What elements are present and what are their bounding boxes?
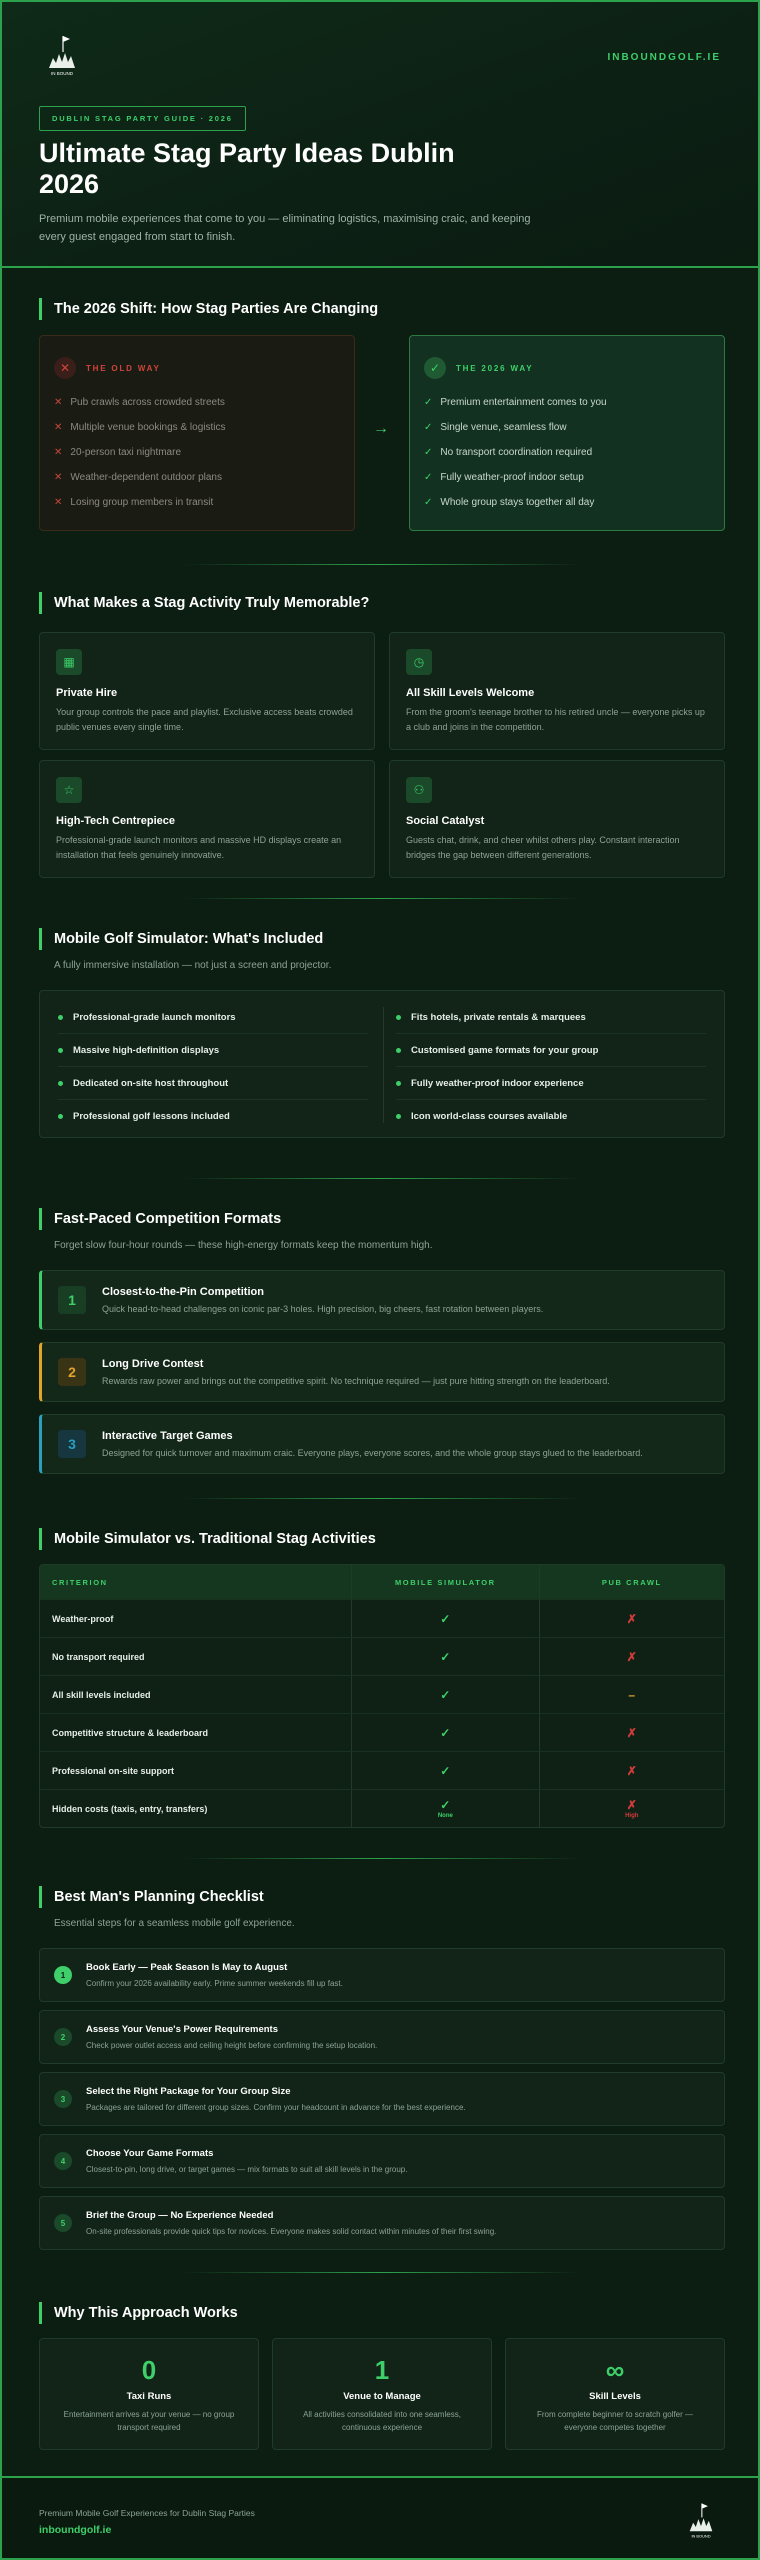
section-title: Why This Approach Works [39, 2302, 725, 2324]
bullet-icon [58, 1081, 63, 1086]
format-card [39, 1270, 725, 1330]
simulator-cell [351, 1676, 538, 1713]
check-icon: ✓ [424, 447, 433, 458]
simulator-cell [351, 1638, 538, 1675]
table-row [40, 1599, 724, 1637]
check-icon: ✓ [440, 1798, 451, 1812]
footer-tagline: Premium Mobile Golf Experiences for Dublin Stag Parties [39, 2508, 255, 2518]
check-icon: ✓ [424, 472, 433, 483]
new-way-label: THE 2026 WAY [456, 363, 534, 373]
formats-section [39, 1208, 725, 1488]
step-desc: On-site professionals provide quick tips for novices. Everyone makes solid contact within minutes of their first swing. [86, 2227, 497, 2236]
table-row [40, 1675, 724, 1713]
footer-logo[interactable] [681, 2500, 721, 2540]
check-icon: ✓ [440, 1687, 451, 1702]
pub-crawl-cell [539, 1752, 724, 1789]
x-icon: ✗ [626, 1798, 637, 1812]
header-simulator: MOBILE SIMULATOR [351, 1565, 538, 1599]
section-subtitle: A fully immersive installation — not just a screen and projector. [54, 960, 332, 971]
check-icon: ✓ [424, 497, 433, 508]
format-card [39, 1342, 725, 1402]
format-card [39, 1414, 725, 1474]
list-item-text: Weather-dependent outdoor plans [70, 472, 222, 483]
section-title: Fast-Paced Competition Formats [39, 1208, 725, 1230]
list-item-text: Customised game formats for your group [411, 1044, 599, 1056]
list-item [424, 415, 710, 440]
pub-crawl-cell [539, 1600, 724, 1637]
footer-link[interactable]: inboundgolf.ie [39, 2524, 112, 2536]
x-icon: ✗ [626, 1725, 637, 1740]
guide-kicker-badge: DUBLIN STAG PARTY GUIDE · 2026 [39, 106, 246, 131]
stat-desc: All activities consolidated into one seamless, continuous experience [303, 2410, 461, 2432]
x-icon: ✗ [626, 1611, 637, 1626]
stat-value: ∞ [605, 2355, 625, 2385]
logo[interactable] [39, 32, 85, 78]
step-desc: Closest-to-pin, long drive, or target games — mix formats to suit all skill levels in the group. [86, 2165, 408, 2174]
divider [182, 2272, 582, 2273]
old-way-label: THE OLD WAY [86, 363, 161, 373]
feature-title: Private Hire [56, 687, 118, 699]
table-header [40, 1565, 724, 1599]
stat-card [505, 2338, 725, 2450]
check-icon: ✓ [440, 1611, 451, 1626]
checklist-item [39, 1948, 725, 2002]
list-item-text: 20-person taxi nightmare [70, 447, 182, 458]
criterion-cell: Competitive structure & leaderboard [52, 1727, 209, 1738]
criterion-cell: Professional on-site support [52, 1765, 175, 1776]
memorable-section [39, 592, 725, 882]
list-item [396, 1034, 706, 1067]
list-item-text: Pub crawls across crowded streets [70, 397, 225, 408]
star-icon: ☆ [56, 777, 82, 803]
list-item [396, 1001, 706, 1034]
step-title: Select the Right Package for Your Group Size [86, 2086, 291, 2097]
check-icon: ✓ [440, 1649, 451, 1664]
checklist-item [39, 2010, 725, 2064]
criterion-cell: All skill levels included [52, 1689, 151, 1700]
criterion-cell: Weather-proof [52, 1613, 114, 1624]
stat-value: 0 [141, 2355, 157, 2385]
list-item-text: Fully weather-proof indoor experience [411, 1077, 584, 1089]
stat-card [39, 2338, 259, 2450]
checklist-section [39, 1886, 725, 2266]
pub-crawl-cell [539, 1714, 724, 1751]
table-row [40, 1637, 724, 1675]
list-item [396, 1100, 706, 1133]
step-title: Choose Your Game Formats [86, 2148, 214, 2159]
list-item [424, 465, 710, 490]
bullet-icon [396, 1015, 401, 1020]
list-item [58, 1034, 368, 1067]
header-pub-crawl: PUB CRAWL [539, 1565, 724, 1599]
list-item-text: Losing group members in transit [70, 497, 214, 508]
section-title: Best Man's Planning Checklist [39, 1886, 725, 1908]
intro-text: Premium mobile experiences that come to you — eliminating logistics, maximising craic, and keeping every guest engaged from start to finish. [39, 213, 531, 243]
site-link[interactable]: INBOUNDGOLF.IE [607, 52, 721, 63]
list-item-text: Icon world-class courses available [411, 1111, 568, 1122]
step-title: Assess Your Venue's Power Requirements [86, 2024, 278, 2035]
logo-text: IN BOUND [50, 71, 74, 76]
section-title: The 2026 Shift: How Stag Parties Are Changing [39, 298, 725, 320]
new-way-card [409, 335, 725, 531]
format-desc: Designed for quick turnover and maximum craic. Everyone plays, everyone scores, and the whole group stays glued to the leaderboard. [102, 1448, 643, 1458]
shift-section [39, 298, 725, 568]
list-item [58, 1067, 368, 1100]
format-number: 2 [58, 1358, 86, 1386]
x-icon: ✕ [54, 422, 63, 433]
cell-note: High [625, 1813, 639, 1819]
pub-crawl-cell [539, 1790, 724, 1827]
bullet-icon [396, 1114, 401, 1119]
x-icon: ✕ [54, 497, 63, 508]
list-item-text: No transport coordination required [440, 447, 593, 458]
list-item [424, 490, 710, 515]
users-icon: ⚇ [406, 777, 432, 803]
checklist-item [39, 2134, 725, 2188]
stat-label: Venue to Manage [343, 2391, 421, 2402]
list-item [396, 1067, 706, 1100]
bullet-icon [58, 1114, 63, 1119]
section-title: Mobile Golf Simulator: What's Included [39, 928, 725, 950]
divider [182, 1178, 582, 1179]
logo-text: IN BOUND [691, 2533, 711, 2539]
list-item [58, 1001, 368, 1034]
format-number: 3 [58, 1430, 86, 1458]
footer [2, 2476, 758, 2560]
section-title: Mobile Simulator vs. Traditional Stag Activities [39, 1528, 725, 1550]
simulator-cell [351, 1714, 538, 1751]
format-desc: Quick head-to-head challenges on iconic par-3 holes. High precision, big cheers, fast rotation between players. [102, 1304, 544, 1314]
list-item [54, 390, 340, 415]
step-number: 5 [54, 2214, 72, 2232]
format-desc: Rewards raw power and brings out the competitive spirit. No technique required — just pure hitting strength on the leaderboard. [102, 1376, 610, 1386]
section-title: What Makes a Stag Activity Truly Memorable? [39, 592, 725, 614]
list-item [424, 440, 710, 465]
step-desc: Packages are tailored for different group sizes. Confirm your headcount in advance for the best experience. [86, 2103, 466, 2112]
x-icon: ✕ [54, 472, 63, 483]
criterion-cell: Hidden costs (taxis, entry, transfers) [52, 1803, 208, 1814]
stat-desc: Entertainment arrives at your venue — no group transport required [63, 2410, 235, 2432]
x-icon: ✕ [54, 397, 63, 408]
feature-title: All Skill Levels Welcome [406, 687, 535, 699]
x-icon: ✗ [626, 1763, 637, 1778]
comparison-table [39, 1564, 725, 1828]
calendar-icon: ▦ [56, 649, 82, 675]
list-item [54, 415, 340, 440]
format-title: Long Drive Contest [102, 1358, 204, 1370]
list-item-text: Dedicated on-site host throughout [73, 1077, 229, 1089]
list-item [58, 1100, 368, 1133]
feature-card [389, 632, 725, 750]
list-item-text: Fits hotels, private rentals & marquees [411, 1011, 586, 1023]
bullet-icon [396, 1048, 401, 1053]
bullet-icon [58, 1048, 63, 1053]
stat-value: 1 [374, 2355, 390, 2385]
divider [182, 898, 582, 899]
format-title: Interactive Target Games [102, 1430, 233, 1442]
format-title: Closest-to-the-Pin Competition [102, 1286, 264, 1298]
header-criterion: CRITERION [52, 1577, 108, 1587]
list-item-text: Massive high-definition displays [73, 1044, 220, 1056]
list-item [424, 390, 710, 415]
list-item-text: Premium entertainment comes to you [440, 397, 607, 408]
x-icon: ✕ [54, 357, 76, 379]
stat-label: Skill Levels [589, 2391, 641, 2402]
pub-crawl-cell [539, 1638, 724, 1675]
compare-section [39, 1528, 725, 1834]
stat-desc: From complete beginner to scratch golfer — everyone competes together [536, 2410, 694, 2432]
check-icon: ✓ [440, 1725, 451, 1740]
check-icon: ✓ [424, 397, 433, 408]
feature-card [39, 632, 375, 750]
pub-crawl-cell [539, 1676, 724, 1713]
feature-desc: Your group controls the pace and playlist. Exclusive access beats crowded public venues every single time. [56, 707, 353, 732]
format-number: 1 [58, 1286, 86, 1314]
list-item-text: Professional-grade launch monitors [73, 1011, 236, 1023]
feature-desc: Guests chat, drink, and cheer whilst others play. Constant interaction bridges the gap between different generations. [406, 835, 680, 860]
list-item [54, 465, 340, 490]
criterion-cell: No transport required [52, 1651, 145, 1662]
hero-header [2, 2, 758, 268]
dash-icon: – [628, 1687, 636, 1702]
list-item-text: Single venue, seamless flow [440, 422, 567, 433]
list-item-text: Professional golf lessons included [73, 1111, 230, 1122]
section-subtitle: Essential steps for a seamless mobile golf experience. [54, 1918, 295, 1929]
check-icon: ✓ [440, 1763, 451, 1778]
included-section [39, 928, 725, 1138]
feature-desc: Professional-grade launch monitors and massive HD displays create an installation that feels genuinely innovative. [56, 835, 342, 860]
step-number: 3 [54, 2090, 72, 2108]
column-divider [383, 1007, 384, 1123]
x-icon: ✕ [54, 447, 63, 458]
feature-card [389, 760, 725, 878]
list-item [54, 490, 340, 515]
clock-icon: ◷ [406, 649, 432, 675]
page-title: Ultimate Stag Party Ideas Dublin 2026 [39, 138, 455, 199]
bullet-icon [396, 1081, 401, 1086]
feature-title: Social Catalyst [406, 815, 485, 827]
step-number: 4 [54, 2152, 72, 2170]
divider [182, 1498, 582, 1499]
included-box [39, 990, 725, 1138]
list-item-text: Fully weather-proof indoor setup [440, 472, 584, 483]
table-row [40, 1713, 724, 1751]
feature-desc: From the groom's teenage brother to his retired uncle — everyone picks up a club and joins in the competition. [406, 707, 705, 732]
stat-card [272, 2338, 492, 2450]
included-list-right [396, 1001, 706, 1133]
table-row [40, 1751, 724, 1789]
check-icon: ✓ [424, 422, 433, 433]
step-number: 2 [54, 2028, 72, 2046]
why-section [39, 2302, 725, 2452]
divider [182, 564, 582, 565]
cell-note: None [437, 1813, 453, 1819]
divider [182, 1858, 582, 1859]
included-list-left [58, 1001, 368, 1133]
list-item-text: Whole group stays together all day [440, 497, 595, 508]
simulator-cell [351, 1790, 538, 1827]
section-subtitle: Forget slow four-hour rounds — these high-energy formats keep the momentum high. [54, 1240, 433, 1251]
step-desc: Confirm your 2026 availability early. Prime summer weekends fill up fast. [86, 1979, 343, 1988]
old-way-card [39, 335, 355, 531]
x-icon: ✗ [626, 1649, 637, 1664]
list-item [54, 440, 340, 465]
stat-label: Taxi Runs [126, 2391, 172, 2402]
step-title: Brief the Group — No Experience Needed [86, 2210, 274, 2221]
feature-title: High-Tech Centrepiece [56, 815, 175, 827]
arrow-right-icon: → [373, 420, 389, 437]
checklist-item [39, 2072, 725, 2126]
check-icon: ✓ [424, 357, 446, 379]
table-row [40, 1789, 724, 1827]
simulator-cell [351, 1600, 538, 1637]
step-desc: Check power outlet access and ceiling height before confirming the setup location. [86, 2041, 378, 2050]
step-number: 1 [54, 1966, 72, 1984]
list-item-text: Multiple venue bookings & logistics [70, 422, 226, 433]
checklist-item [39, 2196, 725, 2250]
simulator-cell [351, 1752, 538, 1789]
step-title: Book Early — Peak Season Is May to August [86, 1962, 288, 1973]
feature-card [39, 760, 375, 878]
bullet-icon [58, 1015, 63, 1020]
